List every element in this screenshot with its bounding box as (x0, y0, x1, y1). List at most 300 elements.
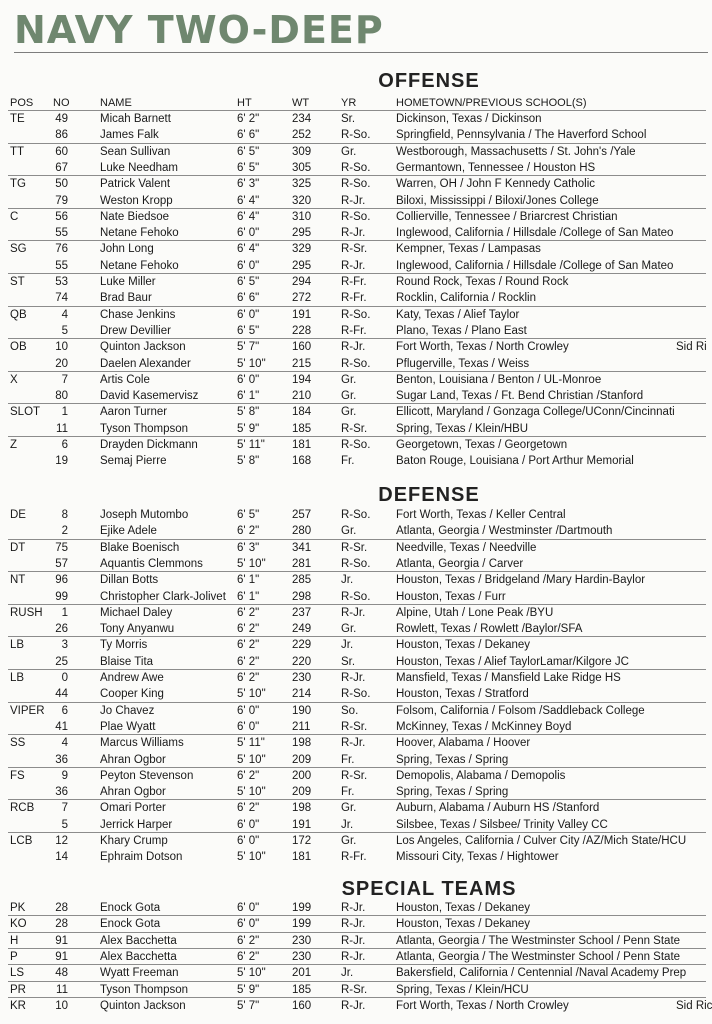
player-height: 6' 1" (237, 390, 260, 403)
player-row (0, 507, 708, 523)
player-name: Blake Boenisch (100, 541, 180, 554)
player-hometown: Pflugerville, Texas / Weiss (396, 357, 530, 370)
player-height: 6' 0" (237, 918, 260, 931)
player-row (0, 916, 708, 932)
player-weight: 172 (292, 835, 312, 847)
player-row (0, 523, 708, 539)
player-row (0, 127, 708, 143)
player-year: R-Jr. (341, 194, 366, 207)
player-weight: 185 (292, 983, 312, 996)
jersey-number: 2 (61, 525, 68, 538)
player-year: Gr. (341, 835, 357, 847)
player-hometown: Spring, Texas / Klein/HBU (396, 422, 529, 435)
position-label: DE (10, 509, 26, 521)
player-weight: 294 (292, 276, 312, 288)
player-height: 6' 5" (237, 145, 260, 158)
player-hometown: Fort Worth, Texas / North Crowley (396, 341, 569, 354)
player-height: 6' 0" (237, 308, 260, 321)
player-weight: 280 (292, 525, 312, 538)
player-height: 6' 2" (237, 769, 260, 782)
player-name: Enock Gota (100, 918, 161, 931)
player-hometown: Georgetown, Texas / Georgetown (396, 439, 568, 451)
jersey-number: 4 (61, 737, 68, 750)
jersey-number: 28 (55, 918, 68, 931)
player-name: Tyson Thompson (100, 983, 189, 996)
title-divider (14, 52, 708, 53)
player-hometown: Rocklin, California / Rocklin (396, 292, 536, 305)
jersey-number: 75 (55, 541, 68, 554)
position-label: SS (10, 737, 26, 750)
position-label: SLOT (10, 406, 41, 419)
position-label: H (10, 934, 19, 947)
position-label: PR (10, 983, 26, 996)
player-height: 5' 8" (237, 455, 260, 468)
jersey-number: 8 (61, 509, 68, 521)
player-height: 6' 4" (237, 210, 260, 223)
player-hometown: Hoover, Alabama / Hoover (396, 737, 531, 750)
position-label: PK (10, 902, 26, 914)
player-height: 5' 10" (237, 967, 266, 980)
player-hometown: Houston, Texas / Bridgeland /Mary Hardin-Baylor (396, 574, 646, 587)
player-height: 5' 10" (237, 786, 266, 799)
player-height: 5' 10" (237, 851, 266, 864)
player-weight: 160 (292, 341, 312, 354)
position-label: LS (10, 967, 25, 980)
player-row (0, 437, 708, 453)
player-year: Gr. (341, 390, 357, 403)
player-weight: 191 (292, 308, 312, 321)
player-row (0, 160, 708, 176)
player-row (0, 933, 708, 949)
player-year: R-Sr. (341, 541, 368, 554)
player-year: Gr. (341, 525, 357, 538)
position-label: ST (10, 276, 25, 288)
player-weight: 320 (292, 194, 312, 207)
player-name: Cooper King (100, 688, 164, 701)
player-name: Michael Daley (100, 606, 173, 619)
player-row (0, 144, 708, 160)
player-hometown: Mansfield, Texas / Mansfield Lake Ridge HS (396, 672, 621, 684)
player-weight: 220 (292, 655, 312, 668)
player-year: R-Sr. (341, 983, 368, 996)
player-weight: 228 (292, 324, 312, 337)
jersey-number: 0 (61, 672, 68, 684)
player-name: Plae Wyatt (100, 720, 156, 733)
player-row (0, 768, 708, 784)
player-weight: 295 (292, 259, 312, 272)
player-year: R-Jr. (341, 606, 366, 619)
position-label: SG (10, 243, 27, 256)
player-name: Patrick Valent (100, 178, 171, 191)
player-height: 5' 8" (237, 406, 260, 419)
position-label: KR (10, 999, 26, 1012)
player-weight: 198 (292, 802, 312, 815)
player-weight: 191 (292, 818, 312, 831)
player-height: 6' 2" (237, 525, 260, 538)
player-hometown: Spring, Texas / Klein/HCU (396, 983, 529, 996)
player-name: Ty Morris (100, 639, 148, 652)
player-row (0, 784, 708, 800)
player-row (0, 719, 708, 735)
jersey-number: 11 (56, 983, 68, 996)
player-hometown: Katy, Texas / Alief Taylor (396, 308, 520, 321)
player-weight: 168 (292, 455, 312, 468)
jersey-number: 57 (55, 557, 68, 570)
player-row (0, 388, 708, 404)
player-row (0, 258, 708, 274)
player-hometown: Missouri City, Texas / Hightower (396, 851, 559, 864)
player-name: Netane Fehoko (100, 259, 179, 272)
player-hometown: Houston, Texas / Stratford (396, 688, 529, 701)
player-height: 6' 6" (237, 129, 260, 142)
player-row (0, 949, 708, 965)
player-year: R-Jr. (341, 902, 366, 914)
player-hometown: Silsbee, Texas / Silsbee/ Trinity Valley CC (396, 818, 608, 831)
player-weight: 190 (292, 704, 312, 717)
section-title-special-teams: SPECIAL TEAMS (341, 878, 517, 900)
player-row (0, 225, 708, 241)
player-row (0, 621, 708, 637)
player-height: 6' 0" (237, 720, 260, 733)
player-hometown: Houston, Texas / Dekaney (396, 639, 531, 652)
position-label: OB (10, 341, 27, 354)
player-name: Brad Baur (100, 292, 152, 305)
jersey-number: 5 (61, 818, 68, 831)
player-hometown: Plano, Texas / Plano East (396, 324, 527, 337)
jersey-number: 56 (55, 210, 68, 223)
player-height: 5' 9" (237, 422, 260, 435)
player-weight: 209 (292, 786, 312, 799)
player-year: Gr. (341, 802, 357, 815)
player-hometown: Auburn, Alabama / Auburn HS /Stanford (396, 802, 600, 815)
player-row (0, 605, 708, 621)
player-weight: 211 (292, 720, 311, 733)
player-height: 6' 3" (237, 541, 260, 554)
player-year: R-So. (341, 308, 371, 321)
player-year: R-So. (341, 509, 371, 521)
player-name: Jo Chavez (100, 704, 155, 717)
player-height: 6' 1" (237, 574, 260, 587)
position-label: TT (10, 145, 25, 158)
jersey-number: 44 (55, 688, 68, 701)
jersey-number: 67 (55, 161, 68, 174)
player-hometown: Germantown, Tennessee / Houston HS (396, 161, 596, 174)
player-name: Ahran Ogbor (100, 786, 166, 799)
player-hometown: Demopolis, Alabama / Demopolis (396, 769, 566, 782)
player-height: 6' 2" (237, 672, 260, 684)
player-hometown: Benton, Louisiana / Benton / UL-Monroe (396, 373, 602, 386)
jersey-number: 10 (55, 341, 68, 354)
player-hometown: Ellicott, Maryland / Gonzaga College/UConn/Cincinnati (396, 406, 675, 419)
player-row (0, 982, 708, 998)
player-name: Omari Porter (100, 802, 166, 815)
player-hometown: Fort Worth, Texas / Keller Central (396, 509, 566, 521)
player-name: Tyson Thompson (100, 422, 189, 435)
player-row (0, 176, 708, 192)
position-label: TG (10, 178, 26, 191)
player-name: Ephraim Dotson (100, 851, 183, 864)
player-year: Sr. (341, 113, 356, 125)
player-hometown: Atlanta, Georgia / The Westminster School / Penn State (396, 934, 681, 947)
player-hometown: Atlanta, Georgia / Carver (396, 557, 524, 570)
player-height: 6' 0" (237, 704, 260, 717)
player-weight: 305 (292, 161, 312, 174)
player-name: Artis Cole (100, 373, 150, 386)
player-name: Wyatt Freeman (100, 967, 179, 980)
player-year: R-Fr. (341, 324, 367, 337)
player-year: Gr. (341, 373, 357, 386)
player-weight: 194 (292, 373, 312, 386)
player-name: Sean Sullivan (100, 145, 171, 158)
player-row (0, 686, 708, 702)
column-header-home: HOMETOWN/PREVIOUS SCHOOL(S) (396, 97, 587, 109)
player-year: R-So. (341, 357, 371, 370)
player-year: R-So. (341, 178, 371, 191)
player-hometown: Los Angeles, California / Culver City /AZ/Mich State/HCU (396, 835, 687, 847)
jersey-number: 1 (61, 606, 68, 619)
player-year: Fr. (341, 786, 355, 799)
player-hometown: Springfield, Pennsylvania / The Haverford School (396, 129, 647, 142)
player-row (0, 833, 708, 849)
player-year: R-So. (341, 439, 371, 451)
player-year: Gr. (341, 406, 357, 419)
player-weight: 215 (292, 357, 312, 370)
player-height: 6' 5" (237, 509, 260, 521)
player-year: R-Jr. (341, 737, 366, 750)
player-hometown: Houston, Texas / Furr (396, 590, 506, 603)
player-name: Peyton Stevenson (100, 769, 194, 782)
player-name: Dillan Botts (100, 574, 159, 587)
player-weight: 214 (292, 688, 312, 701)
player-height: 6' 0" (237, 227, 260, 240)
position-label: NT (10, 574, 26, 587)
page-title: NAVY TWO-DEEP (14, 8, 384, 52)
jersey-number: 19 (55, 455, 68, 468)
player-year: R-So. (341, 161, 371, 174)
player-hometown: Houston, Texas / Dekaney (396, 902, 531, 914)
player-weight: 185 (292, 422, 312, 435)
player-hometown: Inglewood, California / Hillsdale /College of San Mateo (396, 259, 674, 272)
player-year: R-So. (341, 688, 371, 701)
player-row (0, 421, 708, 437)
jersey-number: 14 (55, 851, 68, 864)
player-height: 6' 0" (237, 835, 260, 847)
player-height: 5' 9" (237, 983, 260, 996)
position-label: KO (10, 918, 27, 931)
player-weight: 285 (292, 574, 312, 587)
player-hometown: Baton Rouge, Louisiana / Port Arthur Memorial (396, 455, 634, 468)
player-year: R-So. (341, 210, 371, 223)
player-row (0, 540, 708, 556)
player-name: Aaron Turner (100, 406, 168, 419)
player-year: R-Jr. (341, 259, 366, 272)
player-year: Jr. (341, 967, 354, 980)
player-name: Semaj Pierre (100, 455, 167, 468)
player-height: 6' 4" (237, 194, 260, 207)
jersey-number: 11 (56, 422, 68, 435)
player-height: 6' 4" (237, 243, 260, 256)
player-hometown: Spring, Texas / Spring (396, 786, 509, 799)
player-row (0, 241, 708, 257)
player-weight: 298 (292, 590, 312, 603)
jersey-number: 25 (55, 655, 68, 668)
player-height: 5' 10" (237, 557, 266, 570)
section-title-offense: OFFENSE (378, 70, 480, 92)
player-height: 6' 5" (237, 276, 260, 288)
player-hometown: Needville, Texas / Needville (396, 541, 537, 554)
player-name: Micah Barnett (100, 113, 171, 125)
player-name: Ejike Adele (100, 525, 157, 538)
player-row (0, 209, 708, 225)
player-height: 5' 10" (237, 753, 266, 766)
player-year: R-Jr. (341, 918, 366, 931)
player-year: R-Jr. (341, 341, 366, 354)
player-weight: 229 (292, 639, 312, 652)
jersey-number: 91 (55, 934, 68, 947)
player-height: 6' 2" (237, 623, 260, 636)
position-label: C (10, 210, 19, 223)
player-weight: 181 (292, 851, 312, 864)
player-year: Fr. (341, 455, 355, 468)
player-row (0, 356, 708, 372)
jersey-number: 6 (61, 704, 68, 717)
player-weight: 252 (292, 129, 312, 142)
position-label: RUSH (10, 606, 43, 619)
jersey-number: 36 (55, 786, 68, 799)
jersey-number: 99 (55, 590, 68, 603)
jersey-number: 3 (61, 639, 68, 652)
player-weight: 257 (292, 509, 312, 521)
player-name: Drew Devillier (100, 324, 171, 337)
player-name: Alex Bacchetta (100, 934, 177, 947)
player-name: Quinton Jackson (100, 999, 186, 1012)
player-year: R-So. (341, 129, 371, 142)
player-weight: 160 (292, 999, 312, 1012)
player-name: Luke Miller (100, 276, 156, 288)
player-row (0, 670, 708, 686)
player-year: R-Jr. (341, 227, 366, 240)
jersey-number: 49 (55, 113, 68, 125)
player-hometown: Folsom, California / Folsom /Saddleback College (396, 704, 645, 717)
player-hometown: Inglewood, California / Hillsdale /College of San Mateo (396, 227, 674, 240)
column-header-pos: POS (10, 97, 34, 109)
jersey-number: 80 (55, 390, 68, 403)
jersey-number: 48 (55, 967, 68, 980)
player-weight: 249 (292, 623, 312, 636)
column-header-wt: WT (292, 97, 310, 109)
player-hometown: Alpine, Utah / Lone Peak /BYU (396, 606, 554, 619)
player-weight: 272 (292, 292, 312, 305)
jersey-number: 86 (55, 129, 68, 142)
player-name: Blaise Tita (100, 655, 154, 668)
position-label: FS (10, 769, 25, 782)
column-header-yr: YR (341, 97, 357, 109)
player-year: R-Jr. (341, 950, 366, 963)
player-height: 6' 0" (237, 373, 260, 386)
player-hometown: McKinney, Texas / McKinney Boyd (396, 720, 572, 733)
position-label: QB (10, 308, 27, 321)
player-hometown: Kempner, Texas / Lampasas (396, 243, 541, 256)
position-label: TE (10, 113, 25, 125)
player-height: 6' 0" (237, 902, 260, 914)
player-name: Alex Bacchetta (100, 950, 177, 963)
player-weight: 200 (292, 769, 312, 782)
player-row (0, 572, 708, 588)
section-title-defense: DEFENSE (378, 484, 480, 506)
player-name: David Kasemervisz (100, 390, 199, 403)
player-row (0, 453, 708, 469)
player-hometown: Houston, Texas / Dekaney (396, 918, 531, 931)
player-name: Andrew Awe (100, 672, 164, 684)
player-row (0, 654, 708, 670)
player-row (0, 752, 708, 768)
player-weight: 281 (292, 557, 312, 570)
player-name: Aquantis Clemmons (100, 557, 203, 570)
player-name: Christopher Clark-Jolivet (100, 590, 226, 603)
player-name: Weston Kropp (100, 194, 173, 207)
jersey-number: 28 (55, 902, 68, 914)
player-name: Khary Crump (100, 835, 168, 847)
player-hometown: Atlanta, Georgia / Westminster /Dartmouth (396, 525, 613, 538)
player-height: 6' 2" (237, 802, 260, 815)
player-hometown: Collierville, Tennessee / Briarcrest Christian (396, 210, 618, 223)
player-row (0, 339, 708, 355)
player-row (0, 404, 708, 420)
player-weight: 201 (292, 967, 312, 980)
player-height: 6' 2" (237, 639, 260, 652)
player-row (0, 290, 708, 306)
jersey-number: 76 (55, 243, 68, 256)
player-name: James Falk (100, 129, 159, 142)
player-hometown: Biloxi, Mississippi / Biloxi/Jones College (396, 194, 599, 207)
player-year: R-Sr. (341, 243, 368, 256)
player-year: R-So. (341, 590, 371, 603)
jersey-number: 55 (55, 227, 68, 240)
player-year: Jr. (341, 818, 354, 831)
player-height: 6' 2" (237, 950, 260, 963)
player-row (0, 965, 708, 981)
player-hometown: Round Rock, Texas / Round Rock (396, 276, 569, 288)
player-row (0, 193, 708, 209)
player-height: 5' 11" (237, 737, 265, 750)
player-row (0, 323, 708, 339)
jersey-number: 7 (61, 373, 68, 386)
jersey-number: 74 (55, 292, 68, 305)
player-row (0, 900, 708, 916)
player-hometown: Fort Worth, Texas / North Crowley (396, 999, 569, 1012)
player-weight: 210 (292, 390, 312, 403)
player-height: 6' 6" (237, 292, 260, 305)
player-height: 6' 0" (237, 259, 260, 272)
player-year: Gr. (341, 145, 357, 158)
player-height: 6' 3" (237, 178, 260, 191)
jersey-number: 6 (61, 439, 68, 451)
jersey-number: 4 (61, 308, 68, 321)
player-year: R-Fr. (341, 851, 367, 864)
player-weight: 184 (292, 406, 312, 419)
jersey-number: 9 (61, 769, 68, 782)
column-headers (0, 95, 708, 111)
jersey-number: 55 (55, 259, 68, 272)
column-header-ht: HT (237, 97, 252, 109)
player-name: Drayden Dickmann (100, 439, 198, 451)
player-hometown: Sugar Land, Texas / Ft. Bend Christian /Stanford (396, 390, 644, 403)
player-height: 5' 7" (237, 341, 260, 354)
player-weight: 234 (292, 113, 312, 125)
position-label: RCB (10, 802, 35, 815)
player-weight: 209 (292, 753, 312, 766)
player-name: Quinton Jackson (100, 341, 186, 354)
